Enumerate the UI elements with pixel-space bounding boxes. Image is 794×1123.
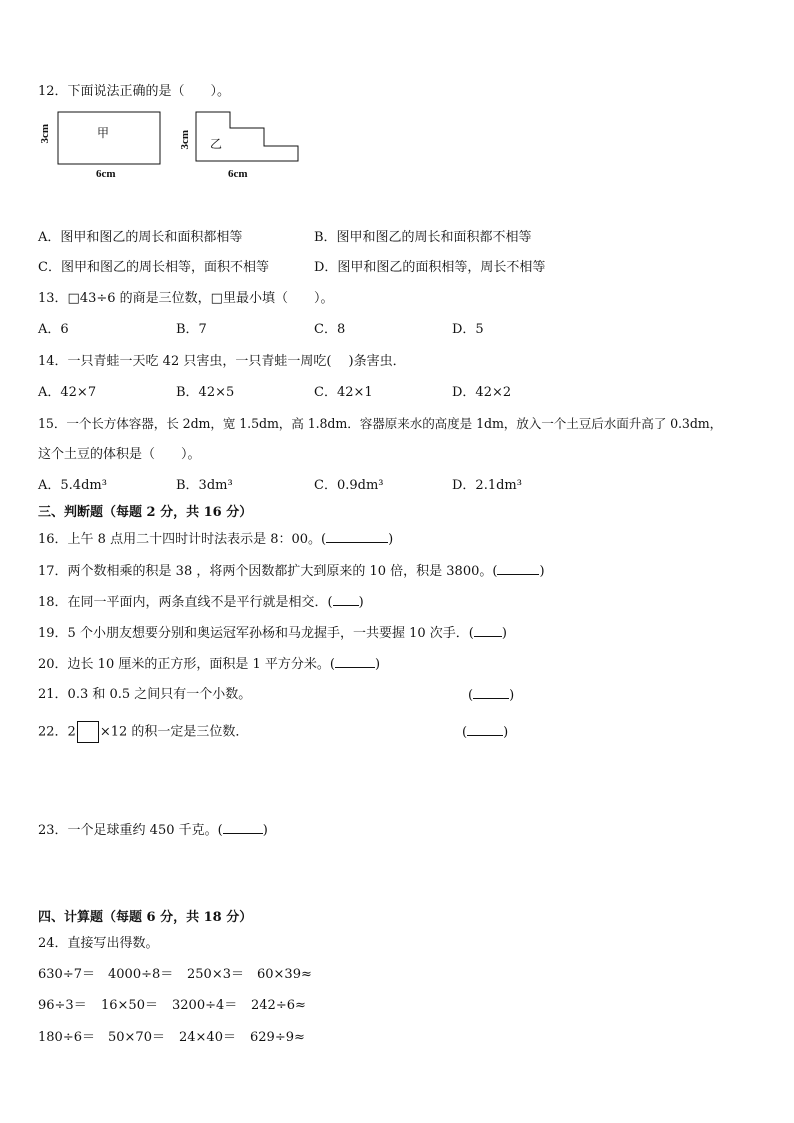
figure-a-width-label: 6cm: [96, 168, 116, 180]
section-4-title: 四、计算题（每题 6 分，共 18 分）: [38, 910, 253, 925]
calc-item: 630÷7＝: [38, 967, 95, 982]
q20-close-paren: ): [374, 657, 381, 672]
q24-stem: 24．直接写出得数。: [38, 936, 159, 951]
q22-prefix: 22．2: [38, 724, 76, 740]
q17-row: [38, 562, 545, 581]
calc-item: 3200÷4＝: [172, 998, 238, 1013]
q23-close-paren: ): [262, 823, 268, 838]
q14-option-b[interactable]: B．42×5: [176, 385, 235, 400]
q17-text: 17．两个数相乘的积是 38 ，将两个因数都扩大到原来的 10 倍，积是 3800。(: [38, 564, 498, 579]
q22-answer-blank[interactable]: [467, 723, 503, 736]
q21-open-paren: (: [468, 688, 474, 703]
figure-b-width-label: 6cm: [228, 168, 248, 180]
q22-row: [38, 721, 248, 743]
q12-option-b[interactable]: B．图甲和图乙的周长和面积都不相等: [314, 230, 532, 245]
q17-close-paren: ): [539, 564, 545, 579]
calc-item: 24×40＝: [179, 1030, 236, 1045]
q13-option-b[interactable]: B．7: [176, 322, 207, 337]
q14-stem: 14．一只青蛙一天吃 42 只害虫，一只青蛙一周吃( )条害虫．: [38, 354, 406, 369]
q15-option-d[interactable]: D．2.1dm³: [452, 478, 522, 493]
q15-stem-line1: 15．一个长方体容器，长 2dm，宽 1.5dm，高 1.8dm．容器原来水的高度是 1dm，放入一个土豆后水面升高了 0.3dm，: [38, 416, 723, 431]
q22-open-paren: (: [462, 725, 468, 740]
q20-text: 20．边长 10 厘米的正方形，面积是 1 平方分米。(: [38, 657, 335, 672]
q18-answer-blank[interactable]: [333, 593, 359, 606]
calc-item: 96÷3＝: [38, 998, 87, 1013]
q15-stem-line2: 这个土豆的体积是（ ）。: [38, 447, 201, 462]
calc-item: 60×39≈: [257, 967, 312, 982]
calc-item: 50×70＝: [108, 1030, 165, 1045]
q23-text: 23．一个足球重约 450 千克。(: [38, 823, 223, 838]
q23-answer-blank[interactable]: [223, 821, 263, 834]
q15-option-a[interactable]: A．5.4dm³: [38, 478, 107, 493]
q12-figure: [36, 108, 306, 184]
q13-option-a[interactable]: A．6: [38, 322, 69, 337]
q14-option-a[interactable]: A．42×7: [38, 385, 97, 400]
q16-row: [38, 530, 393, 549]
q20-row: [38, 655, 380, 674]
q23-row: [38, 821, 268, 840]
q16-text: 16．上午 8 点用二十四时计时法表示是 8：00。(: [38, 532, 327, 547]
q13-stem: 13．□43÷6 的商是三位数，□里最小填（ ）。: [38, 291, 334, 306]
q14-option-c[interactable]: C．42×1: [314, 385, 373, 400]
q16-answer-blank[interactable]: [326, 530, 388, 543]
q22-digit-box[interactable]: [77, 721, 99, 743]
q15-option-b[interactable]: B．3dm³: [176, 478, 233, 493]
q15-option-c[interactable]: C．0.9dm³: [314, 478, 384, 493]
figure-b-label: 乙: [210, 137, 223, 151]
calc-item: 250×3＝: [187, 967, 244, 982]
q13-option-c[interactable]: C．8: [314, 322, 346, 337]
q16-close-paren: ): [388, 532, 394, 547]
q21-answer-blank[interactable]: [473, 686, 509, 699]
calc-item: 242÷6≈: [251, 998, 306, 1013]
q21-answer: [468, 686, 514, 705]
q20-answer-blank[interactable]: [335, 655, 375, 668]
calc-item: 4000÷8＝: [108, 967, 174, 982]
q18-row: [38, 593, 364, 612]
q12-stem: 12．下面说法正确的是（ ）。: [38, 84, 231, 99]
calc-item: 180÷6＝: [38, 1030, 95, 1045]
q12-option-c[interactable]: C．图甲和图乙的周长相等，面积不相等: [38, 260, 269, 275]
q22-answer: [462, 723, 508, 742]
q19-answer-blank[interactable]: [474, 624, 502, 637]
q13-option-d[interactable]: D．5: [452, 322, 484, 337]
section-3-title: 三、判断题（每题 2 分，共 16 分）: [38, 505, 253, 520]
q19-text: 19．5 个小朋友想要分别和奥运冠军孙杨和马龙握手，一共要握 10 次手．(: [38, 626, 474, 641]
q18-close-paren: ): [358, 595, 364, 610]
q19-close-paren: ): [501, 626, 507, 641]
q12-option-a[interactable]: A．图甲和图乙的周长和面积都相等: [38, 230, 243, 245]
calc-item: 629÷9≈: [250, 1030, 305, 1045]
q14-option-d[interactable]: D．42×2: [452, 385, 512, 400]
q22-close-paren: ): [503, 725, 509, 740]
q12-option-d[interactable]: D．图甲和图乙的面积相等，周长不相等: [314, 260, 546, 275]
figure-a-height-label: 3cm: [39, 124, 51, 144]
q21-text: 21．0.3 和 0.5 之间只有一个小数。: [38, 687, 252, 702]
calc-item: 16×50＝: [101, 998, 158, 1013]
q21-close-paren: ): [509, 688, 515, 703]
q22-suffix: ×12 的积一定是三位数．: [99, 724, 249, 740]
q18-text: 18．在同一平面内，两条直线不是平行就是相交．(: [38, 595, 333, 610]
figure-a-label: 甲: [97, 126, 110, 140]
q19-row: [38, 624, 507, 643]
figure-b-height-label: 3cm: [179, 130, 191, 150]
q17-answer-blank[interactable]: [497, 562, 539, 575]
